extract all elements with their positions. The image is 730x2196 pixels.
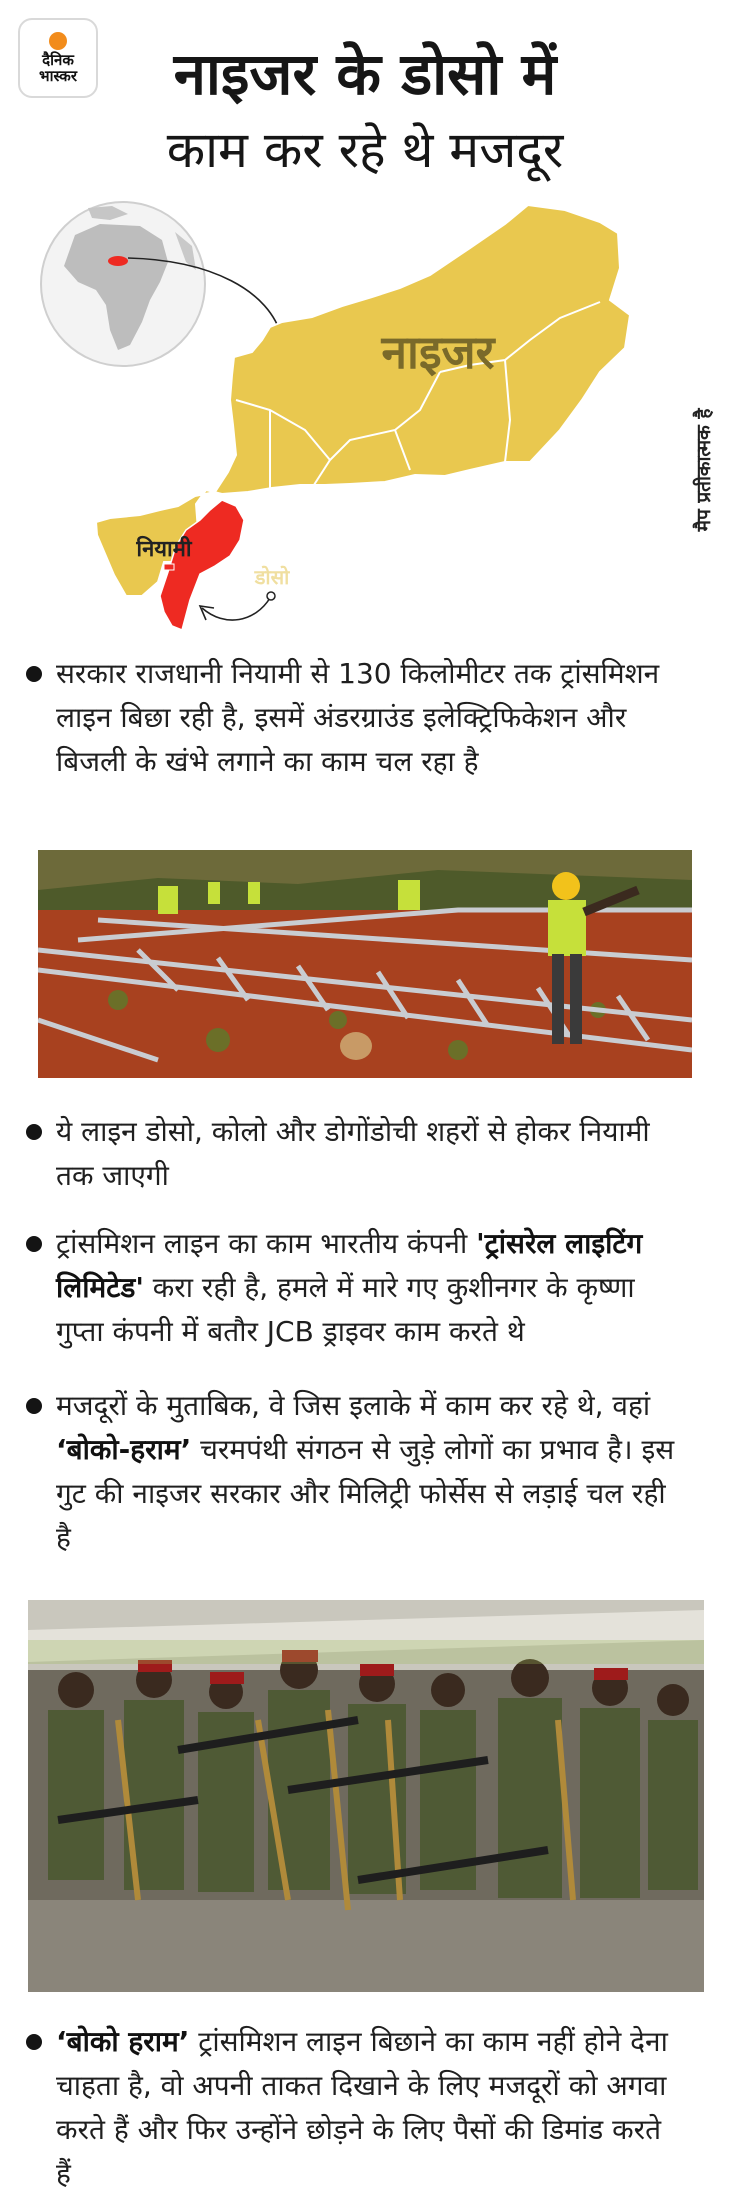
group-name-bold: ‘बोको-हराम’ bbox=[56, 1433, 192, 1466]
country-label-niger: नाइजर bbox=[381, 325, 495, 379]
bullet-text-pre: ट्रांसमिशन लाइन का काम भारतीय कंपनी bbox=[56, 1227, 477, 1260]
headline-line2: काम कर रहे थे मजदूर bbox=[166, 121, 564, 179]
bullet-point-3 bbox=[26, 1222, 676, 1354]
region-label-dosso: डोसो bbox=[254, 565, 290, 589]
bullet-text-post: करा रही है, हमले में मारे गए कुशीनगर के कृष्णा गुप्ता कंपनी में बतौर JCB ड्राइवर काम करते थे bbox=[56, 1271, 635, 1348]
bullet-dot-icon bbox=[26, 1124, 42, 1140]
globe-icon bbox=[41, 202, 288, 366]
bullet-text: सरकार राजधानी नियामी से 130 किलोमीटर तक ट्रांसमिशन लाइन बिछा रही है, इसमें अंडरग्राउंड इलेक्ट्रिफिकेशन और बिजली के खंभे लगाने का काम चल रहा है bbox=[56, 657, 660, 778]
bullet-text bbox=[26, 1384, 676, 1560]
bullet-dot-icon bbox=[26, 1398, 42, 1414]
company-name-bold: 'ट्रांसरेल लाइटिंग लिमिटेड' bbox=[56, 1227, 643, 1304]
map-note: मैप प्रतीकात्मक है bbox=[693, 408, 715, 532]
bullet-point-1 bbox=[26, 652, 676, 784]
bullet-point-5 bbox=[26, 2020, 676, 2196]
bullet-dot-icon bbox=[26, 666, 42, 682]
niger-map bbox=[0, 190, 730, 630]
militants-photo bbox=[28, 1600, 704, 1992]
bullet-text-post: ट्रांसमिशन लाइन बिछाने का काम नहीं होने देना चाहता है, वो अपनी ताकत दिखाने के लिए मजदूरों को अगवा करते हैं और फिर उन्होंने छोड़ने के लिए पैसों की डिमांड करते हैं bbox=[56, 2025, 668, 2190]
bullet-dot-icon bbox=[26, 2034, 42, 2050]
group-name-bold: ‘बोको हराम’ bbox=[56, 2025, 190, 2058]
bullet-text: ये लाइन डोसो, कोलो और डोगोंडोची शहरों से होकर नियामी तक जाएगी bbox=[56, 1115, 650, 1192]
bullet-text-post: चरमपंथी संगठन से जुड़े लोगों का प्रभाव है। इस गुट की नाइजर सरकार और मिलिट्री फोर्सेस से लड़ाई चल रही है bbox=[56, 1433, 675, 1554]
logo-text-line1: दैनिक bbox=[42, 51, 74, 69]
logo-text-line2: भास्कर bbox=[39, 67, 77, 85]
bullet-text-pre: मजदूरों के मुताबिक, वे जिस इलाके में काम कर रहे थे, वहां bbox=[56, 1389, 651, 1422]
bullet-text bbox=[26, 1222, 676, 1354]
capital-label-niamey: नियामी bbox=[136, 537, 192, 562]
bullet-text bbox=[26, 2020, 676, 2196]
bullet-point-4 bbox=[26, 1384, 676, 1560]
headline-line1: नाइजर के डोसो में bbox=[173, 40, 557, 108]
workers-photo bbox=[38, 850, 692, 1078]
bullet-point-2 bbox=[26, 1110, 676, 1198]
bullet-dot-icon bbox=[26, 1236, 42, 1252]
